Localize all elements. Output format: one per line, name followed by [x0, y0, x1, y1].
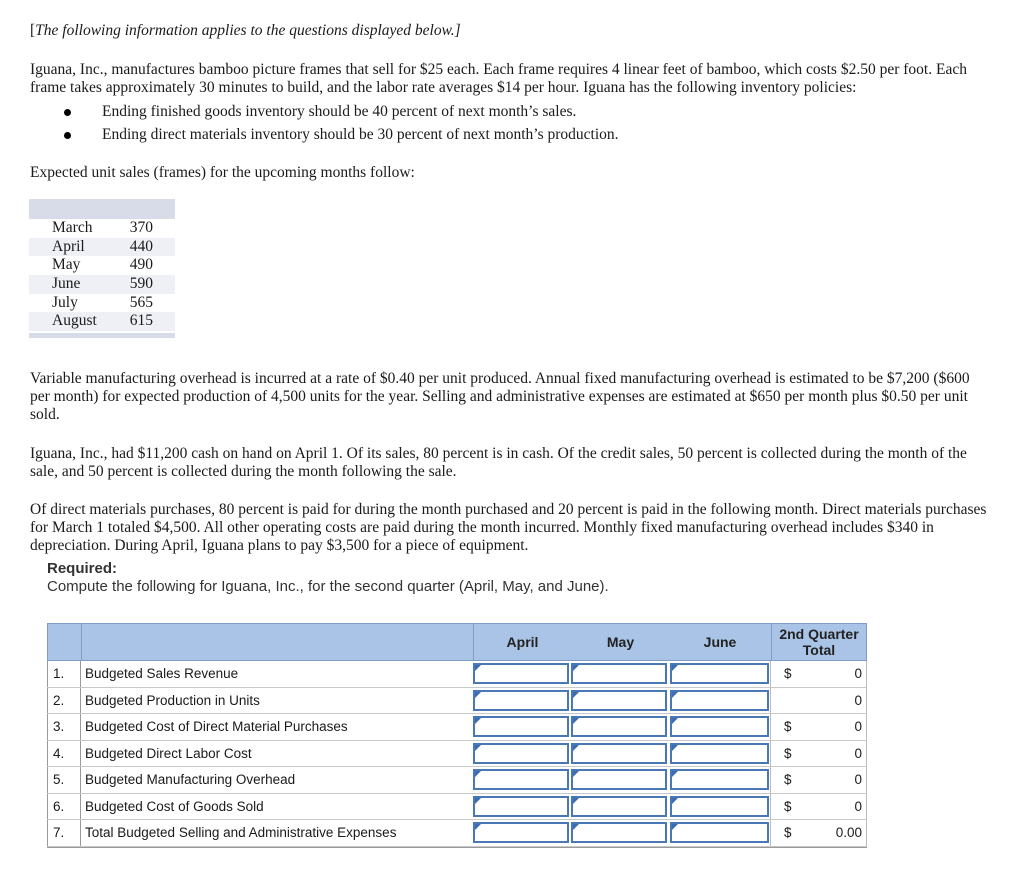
sales-row — [29, 238, 175, 257]
may-input[interactable] — [571, 796, 667, 817]
cell-marker-icon — [672, 692, 678, 698]
cell-marker-icon — [573, 824, 579, 830]
bullet-icon — [64, 109, 71, 116]
cell-marker-icon — [573, 692, 579, 698]
quarter-total-cell — [770, 661, 867, 687]
intro-text: The following information applies to the questions displayed below.] — [35, 22, 461, 39]
april-input[interactable] — [473, 690, 569, 711]
sales-units: 440 — [129, 237, 153, 255]
expected-sales-table — [29, 199, 175, 338]
sales-units: 370 — [129, 219, 153, 236]
currency-symbol: $ — [784, 745, 792, 761]
currency-symbol: $ — [784, 719, 792, 734]
quarter-total-cell — [770, 688, 867, 714]
april-input[interactable] — [473, 769, 569, 790]
april-input[interactable] — [473, 716, 569, 737]
intro-bracket: [ — [30, 22, 36, 39]
april-input[interactable] — [473, 796, 569, 817]
june-input[interactable] — [670, 796, 769, 817]
cell-marker-icon — [475, 798, 481, 804]
cell-marker-icon — [475, 718, 481, 724]
sales-table-footer-band — [29, 333, 175, 338]
total-value: 0 — [854, 719, 862, 734]
cell-marker-icon — [672, 745, 678, 751]
may-input[interactable] — [571, 663, 667, 684]
row-number: 5. — [47, 767, 81, 793]
total-value: 0 — [854, 798, 862, 814]
cell-marker-icon — [573, 665, 579, 671]
grid-body — [47, 661, 867, 847]
problem-paragraph-2: Variable manufacturing overhead is incurred at a rate of $0.40 per unit produced. Annual fixed manufacturing overhead is estimated to be $7,200 ($600 per month) for expected production of 4,500 units for the year. Selling and administrative expenses are estimated at $650 per month plus $0.50 per unit sold. — [30, 370, 970, 423]
cell-marker-icon — [672, 771, 678, 777]
policy-text: Ending direct materials inventory should be 30 percent of next month’s production. — [102, 126, 619, 143]
budget-row — [47, 767, 867, 794]
budget-row — [47, 741, 867, 768]
quarter-total-cell — [770, 714, 867, 740]
sales-row — [29, 275, 175, 294]
row-number: 3. — [47, 714, 81, 740]
problem-paragraph-1: Iguana, Inc., manufactures bamboo picture frames that sell for $25 each. Each frame requires 4 linear feet of bamboo, which costs $2.50 per foot. Each frame takes approximately 30 minutes to build, and the labor rate averages $14 per hour. Iguana has the following inventory policies: — [30, 61, 967, 96]
row-number: 1. — [47, 661, 81, 687]
cell-marker-icon — [573, 798, 579, 804]
budget-row — [47, 661, 867, 688]
currency-symbol: $ — [784, 666, 792, 681]
cell-marker-icon — [672, 824, 678, 830]
total-value: 0 — [854, 666, 862, 681]
cell-marker-icon — [672, 718, 678, 724]
june-input[interactable] — [670, 663, 769, 684]
quarter-total-cell — [770, 767, 867, 793]
problem-paragraph-4: Of direct materials purchases, 80 percent is paid for during the month purchased and 20 percent is paid in the following month. Direct materials purchases for March 1 totaled $4,500. All other operating costs are paid during the month incurred. Monthly fixed manufacturing overhead includes $340 in depreciation. During April, Iguana plans to pay $3,500 for a piece of equipment. — [30, 501, 987, 554]
may-input[interactable] — [571, 716, 667, 737]
sales-units: 615 — [129, 312, 153, 330]
sales-units: 590 — [129, 275, 153, 293]
row-number: 6. — [47, 794, 81, 820]
budget-row — [47, 714, 867, 741]
sales-row — [29, 256, 175, 275]
grid-header — [47, 623, 867, 661]
june-input[interactable] — [670, 716, 769, 737]
sales-month: May — [52, 256, 81, 274]
quarter-total-cell — [770, 794, 867, 820]
may-input[interactable] — [571, 743, 667, 764]
row-label: Budgeted Cost of Direct Material Purchases — [85, 719, 348, 735]
budget-row — [47, 688, 867, 715]
quarter-total-cell — [770, 820, 867, 846]
sales-intro: Expected unit sales (frames) for the upcoming months follow: — [30, 164, 415, 181]
required-heading: Required: — [47, 560, 118, 577]
cell-marker-icon — [672, 798, 678, 804]
june-input[interactable] — [670, 822, 769, 843]
total-value: 0 — [854, 772, 862, 787]
row-number: 4. — [47, 741, 81, 767]
column-header-total: 2nd Quarter Total — [779, 626, 859, 658]
budget-row — [47, 820, 867, 847]
grid-bottom-border — [47, 847, 867, 848]
total-value: 0.00 — [835, 825, 862, 840]
intro-note — [30, 22, 461, 40]
sales-units: 565 — [129, 293, 153, 311]
cell-marker-icon — [475, 824, 481, 830]
budget-row — [47, 794, 867, 821]
currency-symbol: $ — [784, 798, 792, 814]
quarter-total-cell — [770, 741, 867, 767]
column-header-may: May — [606, 634, 635, 650]
row-number: 2. — [47, 688, 81, 714]
sales-month: March — [52, 219, 93, 236]
row-label: Budgeted Sales Revenue — [85, 666, 239, 682]
sales-row — [29, 312, 175, 331]
policy-text: Ending finished goods inventory should be 40 percent of next month’s sales. — [102, 103, 577, 120]
row-label: Budgeted Production in Units — [85, 692, 260, 708]
sales-month: July — [52, 293, 78, 311]
required-instruction: Compute the following for Iguana, Inc., for the second quarter (April, May, and June). — [47, 578, 609, 595]
sales-row — [29, 219, 175, 238]
may-input[interactable] — [571, 822, 667, 843]
june-input[interactable] — [670, 743, 769, 764]
may-input[interactable] — [571, 769, 667, 790]
total-value: 0 — [854, 692, 862, 708]
cell-marker-icon — [475, 745, 481, 751]
column-header-june: June — [703, 634, 737, 650]
problem-paragraph-3: Iguana, Inc., had $11,200 cash on hand on April 1. Of its sales, 80 percent is in cash. Of the credit sales, 50 percent is collected during the month of the sale, and 50 percent is collected during the month following the sale. — [30, 445, 967, 480]
currency-symbol: $ — [784, 825, 792, 840]
cell-marker-icon — [573, 745, 579, 751]
may-input[interactable] — [571, 690, 667, 711]
column-header-april: April — [506, 634, 539, 650]
sales-month: August — [52, 312, 97, 330]
header-divider — [81, 624, 82, 660]
cell-marker-icon — [573, 718, 579, 724]
april-input[interactable] — [473, 822, 569, 843]
april-input[interactable] — [473, 743, 569, 764]
cell-marker-icon — [672, 665, 678, 671]
sales-month: April — [52, 237, 85, 255]
row-label: Budgeted Manufacturing Overhead — [85, 772, 296, 788]
currency-symbol: $ — [784, 772, 792, 787]
row-number: 7. — [47, 820, 81, 846]
june-input[interactable] — [670, 769, 769, 790]
total-value: 0 — [854, 745, 862, 761]
cell-marker-icon — [573, 771, 579, 777]
sales-month: June — [52, 275, 81, 293]
june-input[interactable] — [670, 690, 769, 711]
budget-answer-grid — [47, 623, 867, 847]
april-input[interactable] — [473, 663, 569, 684]
row-label: Budgeted Direct Labor Cost — [85, 745, 252, 761]
sales-units: 490 — [129, 256, 153, 274]
bullet-icon — [64, 132, 71, 139]
sales-row — [29, 294, 175, 313]
row-label: Total Budgeted Selling and Administrative Expenses — [85, 825, 397, 841]
cell-marker-icon — [475, 771, 481, 777]
sales-table-header-band — [29, 199, 175, 219]
cell-marker-icon — [475, 692, 481, 698]
cell-marker-icon — [475, 665, 481, 671]
row-label: Budgeted Cost of Goods Sold — [85, 798, 264, 814]
